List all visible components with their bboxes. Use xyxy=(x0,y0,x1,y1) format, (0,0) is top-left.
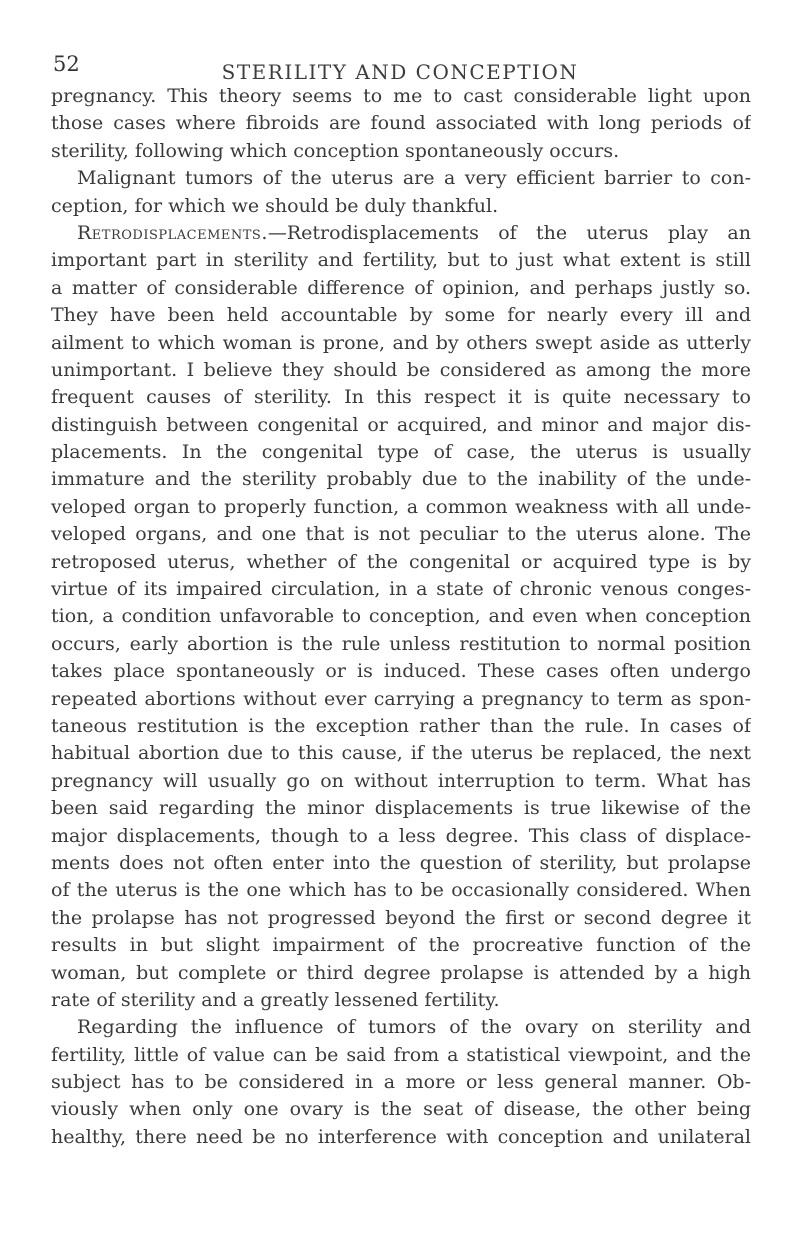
text-line: unimportant. I believe they should be considered as among the more xyxy=(51,358,751,381)
text-line: healthy, there need be no interference with conception and unilateral xyxy=(51,1125,751,1148)
text-line: repeated abortions without ever carrying a pregnancy to term as spon- xyxy=(51,687,751,710)
page-number: 52 xyxy=(53,52,80,76)
text-line: Regarding the influence of tumors of the ovary on sterility and xyxy=(77,1016,751,1039)
text-line: ception, for which we should be duly thankful. xyxy=(51,194,499,217)
text-line: major displacements, though to a less degree. This class of displace- xyxy=(51,824,751,847)
text-line: important part in sterility and fertility, but to just what extent is still xyxy=(51,249,751,272)
text-line xyxy=(51,220,751,247)
text-line: woman, but complete or third degree prolapse is attended by a high xyxy=(51,961,751,984)
text-line: They have been held accountable by some for nearly every ill and xyxy=(51,304,751,327)
text-line: placements. In the congenital type of case, the uterus is usually xyxy=(51,441,751,464)
text-line: been said regarding the minor displacements is true likewise of the xyxy=(51,797,751,820)
text-line: virtue of its impaired circulation, in a state of chronic venous conges- xyxy=(51,578,751,601)
text-line: fertility, little of value can be said from a statistical viewpoint, and the xyxy=(51,1043,751,1066)
text-line: viously when only one ovary is the seat of disease, the other being xyxy=(51,1098,751,1121)
text-line: pregnancy. This theory seems to me to cast considerable light upon xyxy=(51,85,751,107)
text-line: retroposed uterus, whether of the congenital or acquired type is by xyxy=(51,550,751,573)
text-line: veloped organ to properly function, a common weakness with all unde- xyxy=(51,495,751,518)
text-line: sterility, following which conception spontaneously occurs. xyxy=(51,139,620,162)
text-line: distinguish between congenital or acquired, and minor and major dis- xyxy=(51,413,751,436)
text-line: immature and the sterility probably due to the inability of the unde- xyxy=(51,468,751,491)
text-line: occurs, early abortion is the rule unless restitution to normal position xyxy=(51,632,751,655)
body-text xyxy=(51,83,751,1151)
text-line: results in but slight impairment of the procreative function of the xyxy=(51,934,751,957)
text-line: subject has to be considered in a more or less general manner. Ob- xyxy=(51,1071,751,1094)
text-line-rest: —Retrodisplacements of the uterus play an xyxy=(267,221,751,244)
text-line: taneous restitution is the exception rather than the rule. In cases of xyxy=(51,714,751,737)
text-line: the prolapse has not progressed beyond the first or second degree it xyxy=(51,906,751,929)
text-line: a matter of considerable difference of opinion, and perhaps justly so. xyxy=(51,276,751,299)
text-line: those cases where fibroids are found associated with long periods of xyxy=(51,112,751,135)
text-line: rate of sterility and a greatly lessened fertility. xyxy=(51,988,500,1011)
text-line: ailment to which woman is prone, and by others swept aside as utterly xyxy=(51,331,751,354)
text-line: veloped organs, and one that is not peculiar to the uterus alone. The xyxy=(51,523,751,546)
text-line: frequent causes of sterility. In this respect it is quite necessary to xyxy=(51,386,751,409)
text-line: takes place spontaneously or is induced. These cases often undergo xyxy=(51,660,751,683)
text-line: tion, a condition unfavorable to conception, and even when conception xyxy=(51,605,751,628)
text-line: of the uterus is the one which has to be occasionally considered. When xyxy=(51,879,751,902)
text-line: habitual abortion due to this cause, if the uterus be replaced, the next xyxy=(51,742,751,765)
text-line: ments does not often enter into the question of sterility, but prolapse xyxy=(51,851,751,874)
text-line: pregnancy will usually go on without interruption to term. What has xyxy=(51,769,751,792)
text-line: Malignant tumors of the uterus are a very efficient barrier to con- xyxy=(77,167,751,190)
section-lead: Retrodisplacements. xyxy=(77,221,268,244)
running-title: STERILITY AND CONCEPTION xyxy=(221,60,579,84)
